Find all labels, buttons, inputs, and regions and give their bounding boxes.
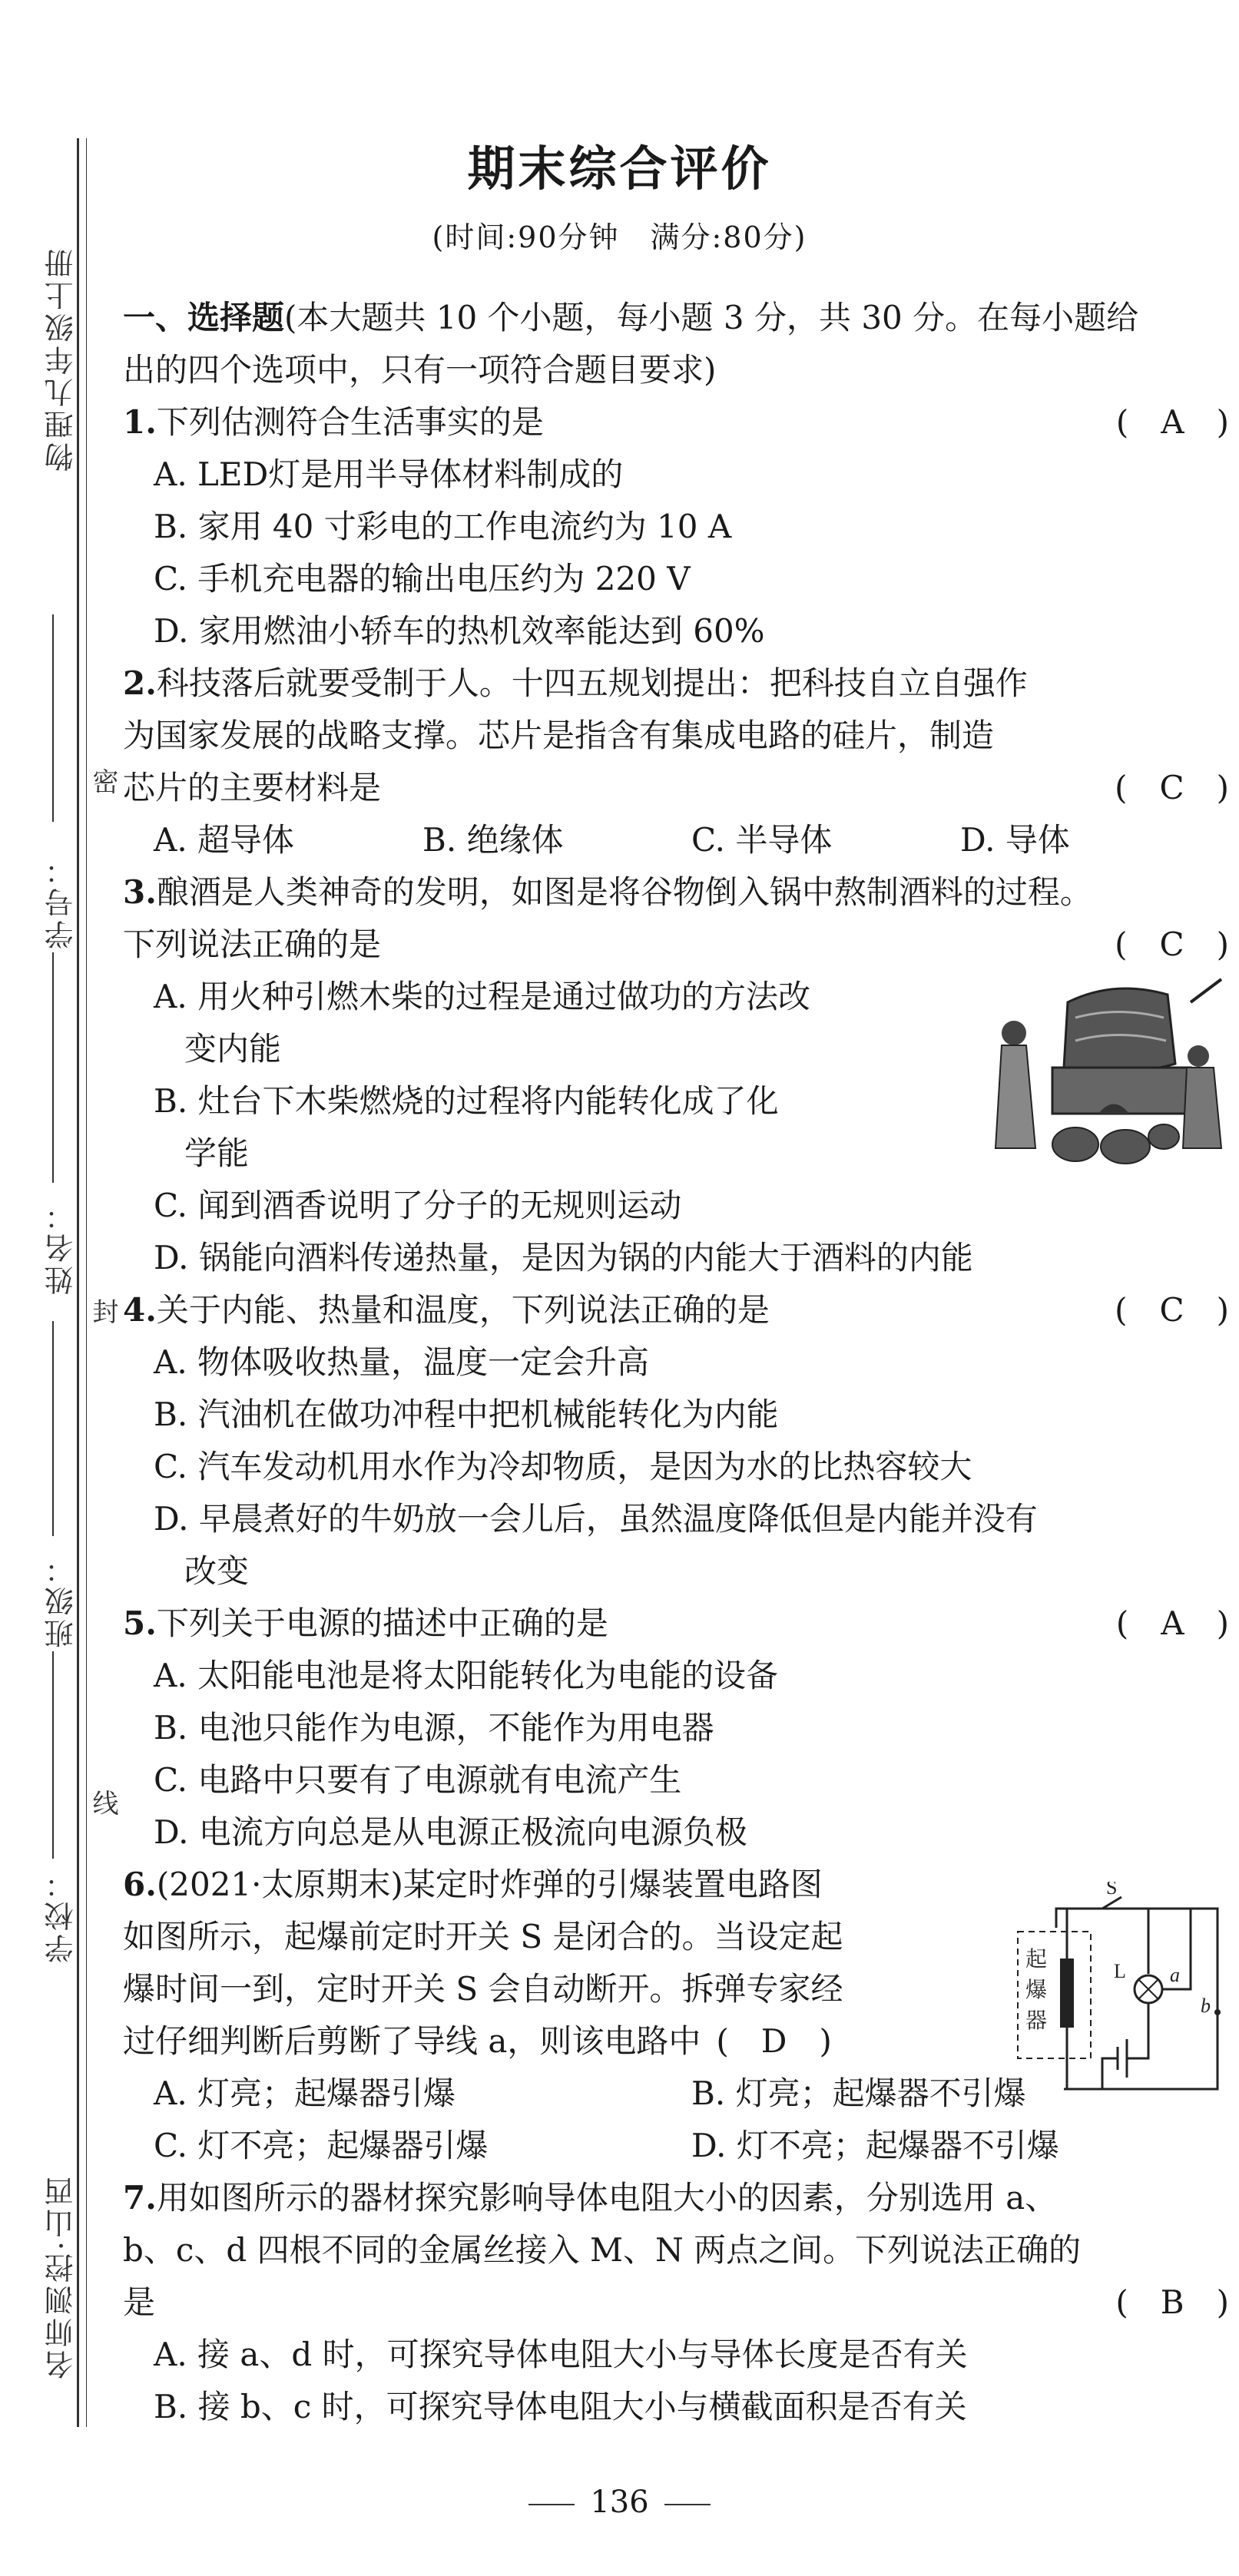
question-7-line-2: b、c、d 四根不同的金属丝接入 M、N 两点之间。下列说法正确的 [123,2231,1082,2269]
q4-option-d: D. 早晨煮好的牛奶放一会儿后，虽然温度降低但是内能并没有 [154,1500,1038,1538]
question-3: 3.酿酒是人类神奇的发明，如图是将谷物倒入锅中熬制酒料的过程。 [123,873,1092,911]
q7-option-b: B. 接 b、c 时，可探究导体电阻大小与横截面积是否有关 [154,2388,967,2425]
answer-4: ( C ) [1115,1291,1229,1329]
student-id-label: 学号： [45,853,78,949]
q5-option-c: C. 电路中只要有了电源就有电流产生 [154,1761,682,1799]
q2-option-d: D. 导体 [960,821,1070,859]
q4-option-d-cont: 改变 [184,1552,250,1590]
q2-option-c: C. 半导体 [691,821,833,859]
q5-option-b: B. 电池只能作为电源，不能作为用电器 [154,1709,714,1747]
question-5: 5.下列关于电源的描述中正确的是 ( A ) [123,1598,1229,1650]
q6-option-b: B. 灯亮；起爆器不引爆 [691,2074,1026,2112]
answer-3: ( C ) [1115,925,1229,963]
q1-option-c: C. 手机充电器的输出电压约为 220 V [154,560,691,598]
question-3-line-2: 下列说法正确的是 ( C ) [123,919,1229,971]
q3-option-b-cont: 学能 [184,1134,250,1172]
question-6-line-4: 过仔细判断后剪断了导线 a，则该电路中 ( D ) [123,2022,832,2060]
q2-options [123,814,1229,866]
seal-feng: 封 [88,1298,118,1324]
q5-option-a: A. 太阳能电池是将太阳能转化为电能的设备 [154,1657,779,1694]
q3-option-a: A. 用火种引燃木柴的过程是通过做功的方法改 [154,978,811,1015]
q3-option-d: D. 锅能向酒料传递热量，是因为锅的内能大于酒料的内能 [154,1239,973,1276]
wire-b-label: b [1201,1995,1211,2017]
question-1: 1.下列估测符合生活事实的是 ( A ) [123,396,1229,449]
q7-option-a: A. 接 a、d 时，可探究导体电阻大小与导体长度是否有关 [154,2336,968,2373]
question-7: 7.用如图所示的器材探究影响导体电阻大小的因素，分别选用 a、 [123,2179,1058,2217]
q6-option-c: C. 灯不亮；起爆器引爆 [154,2127,489,2164]
q4-option-c: C. 汽车发动机用水作为冷却物质，是因为水的比热容较大 [154,1448,972,1485]
section-desc-2: 出的四个选项中，只有一项符合题目要求) [123,351,717,389]
page-number: 136 [0,2485,1239,2520]
question-7-line-3: 是 ( B ) [123,2276,1229,2329]
q1-option-b: B. 家用 40 寸彩电的工作电流约为 10 A [154,508,732,545]
name-label: 姓名： [45,1198,78,1295]
question-2-line-3: 芯片的主要材料是 ( C ) [123,762,1229,814]
question-6-line-2: 如图所示，起爆前定时开关 S 是闭合的。当设定起 [123,1918,843,1955]
section-desc-1: (本大题共 10 个小题，每小题 3 分，共 30 分。在每小题给 [284,299,1139,336]
detonator-text-2: 爆 [1025,1978,1048,2002]
section-header [123,292,1229,344]
student-id-field[interactable] [52,614,54,822]
q1-option-a: A. LED灯是用半导体材料制成的 [154,455,624,493]
series-label: 名师测控·山西 [45,2174,78,2380]
page-title: 期末综合评价 [467,141,772,197]
book-title: 物理九年级上册 [45,246,78,472]
class-label: 班级： [45,1551,78,1648]
q4-option-a: A. 物体吸收热量，温度一定会升高 [154,1343,650,1381]
q2-option-a: A. 超导体 [154,821,295,859]
question-2: 2.科技落后就要受制于人。十四五规划提出：把科技自立自强作 [123,664,1028,702]
answer-7: ( B ) [1115,2283,1229,2321]
lamp-label: L [1114,1960,1126,1982]
exam-info: (时间:90分钟 满分:80分) [432,220,807,254]
seal-xian: 线 [88,1790,118,1816]
q1-option-d: D. 家用燃油小轿车的热机效率能达到 60% [154,612,765,650]
school-label: 学校： [45,1866,78,1963]
question-4: 4.关于内能、热量和温度，下列说法正确的是 ( C ) [123,1284,1229,1336]
q6-options-row-2 [123,2120,1229,2172]
q3-option-a-cont: 变内能 [184,1030,282,1068]
q2-option-b: B. 绝缘体 [422,821,564,859]
answer-2: ( C ) [1115,769,1229,806]
detonator-text-1: 起 [1025,1947,1048,1971]
question-6: 6.(2021·太原期末)某定时炸弹的引爆装置电路图 [123,1866,823,1903]
q5-option-d: D. 电流方向总是从电源正极流向电源负极 [154,1813,747,1851]
wire-a-label: a [1170,1964,1180,1986]
q3-option-b: B. 灶台下木柴燃烧的过程将内能转化成了化 [154,1082,779,1120]
switch-label: S [1106,1882,1118,1899]
question-6-line-3: 爆时间一到，定时开关 S 会自动断开。拆弹专家经 [123,1970,843,2008]
answer-5: ( A ) [1115,1604,1229,1642]
q6-option-d: D. 灯不亮；起爆器不引爆 [691,2127,1059,2164]
section-desc-line [123,344,1229,396]
q6-option-a: A. 灯亮；起爆器引爆 [154,2074,456,2112]
detonator-circuit-diagram [1010,1882,1233,2112]
seal-mi: 密 [88,768,118,794]
brewing-illustration [991,972,1229,1171]
name-field[interactable] [52,952,54,1183]
answer-6: ( D ) [716,2022,832,2060]
q3-option-c: C. 闻到酒香说明了分子的无规则运动 [154,1187,682,1224]
class-field[interactable] [52,1321,54,1536]
detonator-text-3: 器 [1025,2008,1048,2032]
school-field[interactable] [52,1651,54,1859]
answer-1: ( A ) [1115,403,1229,441]
section-title: 一、选择题 [123,299,285,336]
question-2-line-2: 为国家发展的战略支撑。芯片是指含有集成电路的硅片，制造 [123,717,995,754]
q4-option-b: B. 汽油机在做功冲程中把机械能转化为内能 [154,1396,779,1433]
binding-line-thin [86,138,87,2427]
